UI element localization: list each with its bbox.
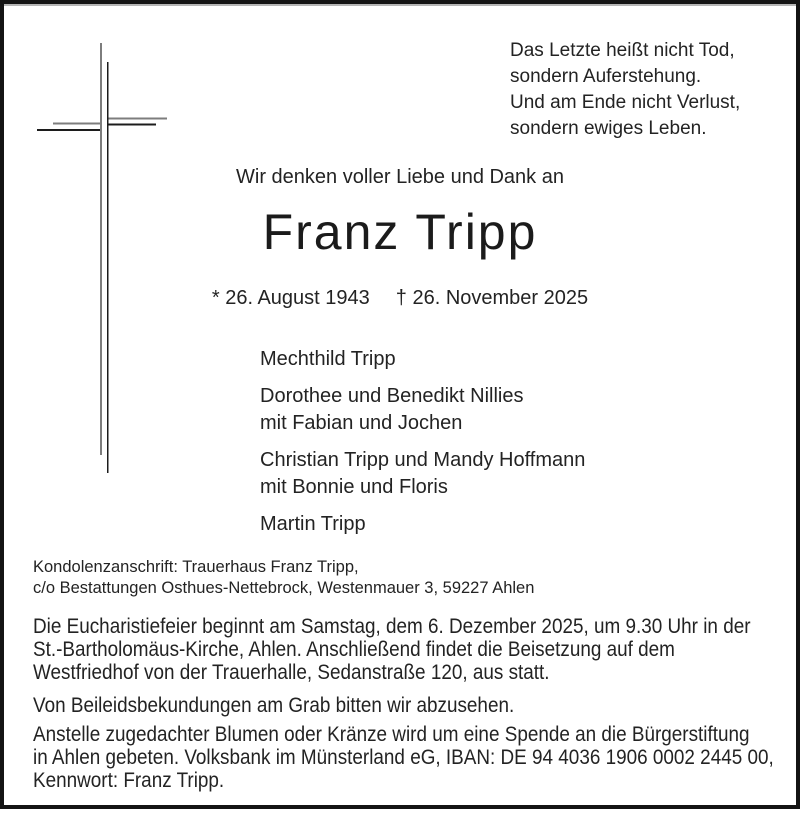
memorial-verse [510, 38, 740, 142]
mourner-group [260, 447, 585, 501]
condolence-address [33, 557, 534, 599]
mourners-list [260, 346, 585, 548]
donation-line: Kennwort: Franz Tripp. [33, 769, 225, 792]
mourner-line: mit Bonnie und Floris [260, 476, 448, 498]
life-dates [0, 285, 800, 312]
service-line: St.-Bartholomäus-Kirche, Ahlen. Anschließend findet die Beisetzung auf dem [33, 638, 675, 661]
mourner-line: Christian Tripp und Mandy Hoffmann [260, 449, 586, 471]
mourner-line: Martin Tripp [260, 513, 366, 535]
verse-line: Das Letzte heißt nicht Tod, [510, 40, 735, 61]
donation-line: Anstelle zugedachter Blumen oder Kränze wird um eine Spende an die Bürgerstiftung [33, 723, 750, 746]
donation-request [33, 723, 774, 792]
verse-line: sondern Auferstehung. [510, 66, 702, 87]
service-details [33, 615, 751, 684]
deceased-name: Franz Tripp [262, 204, 538, 260]
grave-note: Von Beileidsbekundungen am Grab bitten wir abzusehen. [33, 694, 515, 717]
death-date: † 26. November 2025 [395, 287, 589, 309]
service-line: Westfriedhof von der Trauerhalle, Sedanstraße 120, aus statt. [33, 661, 550, 684]
mourner-group [260, 511, 585, 538]
birth-date: * 26. August 1943 [211, 287, 370, 309]
verse-line: Und am Ende nicht Verlust, [510, 92, 741, 113]
mourner-line: mit Fabian und Jochen [260, 412, 463, 434]
condolence-line: c/o Bestattungen Osthues-Nettebrock, Westenmauer 3, 59227 Ahlen [33, 579, 535, 597]
mourner-line: Dorothee und Benedikt Nillies [260, 385, 524, 407]
mourner-group [260, 346, 585, 373]
mourner-group [260, 383, 585, 437]
donation-line: in Ahlen gebeten. Volksbank im Münsterland eG, IBAN: DE 94 4036 1906 0002 2445 00, [33, 746, 774, 769]
service-line: Die Eucharistiefeier beginnt am Samstag, dem 6. Dezember 2025, um 9.30 Uhr in der [33, 615, 751, 638]
mourner-line: Mechthild Tripp [260, 348, 396, 370]
condolence-line: Kondolenzanschrift: Trauerhaus Franz Tripp, [33, 558, 359, 576]
intro-line: Wir denken voller Liebe und Dank an [236, 166, 564, 188]
verse-line: sondern ewiges Leben. [510, 118, 707, 139]
